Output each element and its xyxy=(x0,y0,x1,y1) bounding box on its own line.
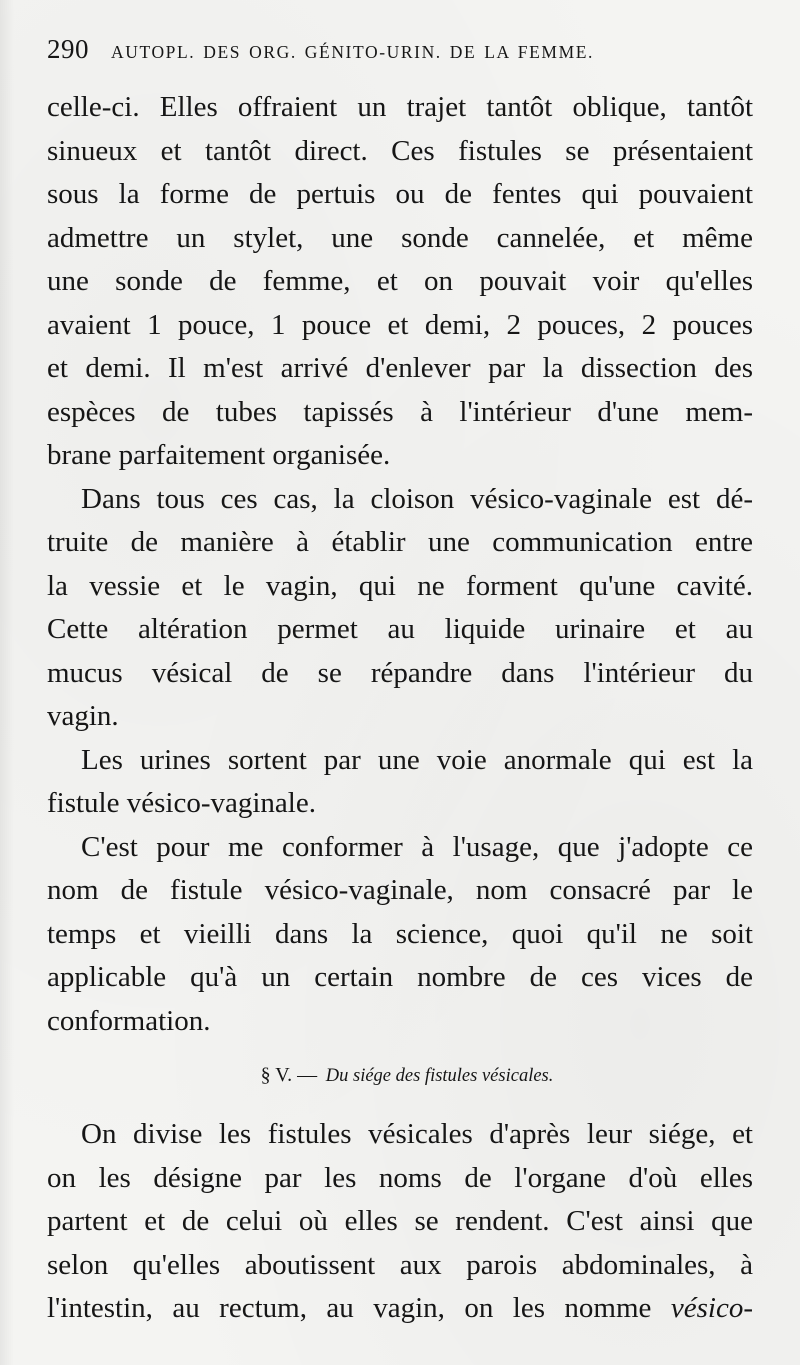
text-line: brane parfaitement organisée. xyxy=(47,439,391,471)
text-line: avaient 1 pouce, 1 pouce et demi, 2 pouces, 2 pouces xyxy=(47,308,753,341)
text-line: On divise les fistules vésicales d'après leur siége, et xyxy=(81,1118,753,1150)
text-line: admettre un stylet, une sonde cannelée, et même xyxy=(47,221,753,254)
text-line: mucus vésical de se répandre dans l'intérieur du xyxy=(47,656,753,689)
text-line: Cette altération permet au liquide urinaire et au xyxy=(47,613,753,645)
page-number: 290 xyxy=(47,34,89,64)
paragraph-5 xyxy=(47,1113,753,1331)
text-line: espèces de tubes tapissés à l'intérieur d'une mem- xyxy=(47,395,753,428)
section-heading xyxy=(47,1043,753,1113)
text-line: temps et vieilli dans la science, quoi qu'il ne soit xyxy=(47,917,753,950)
text-line: truite de manière à établir une communication entre xyxy=(47,526,753,558)
text-line: celle-ci. Elles offraient un trajet tantôt oblique, tantôt xyxy=(47,91,753,123)
paragraph-4 xyxy=(47,826,753,1044)
text-line: et demi. Il m'est arrivé d'enlever par la dissection des xyxy=(47,352,753,384)
text-line: nom de fistule vésico-vaginale, nom consacré par le xyxy=(47,874,753,906)
text-line-roman: l'intestin, au rectum, au vagin, on les nomme xyxy=(47,1292,652,1324)
text-line: fistule vésico-vaginale. xyxy=(47,787,316,819)
text-line: une sonde de femme, et on pouvait voir qu'elles xyxy=(47,265,753,297)
paragraph-1 xyxy=(47,86,753,478)
page-text xyxy=(47,86,753,1331)
text-line: selon qu'elles aboutissent aux parois abdominales, à xyxy=(47,1248,753,1281)
text-line: la vessie et le vagin, qui ne forment qu'une cavité. xyxy=(47,569,753,602)
text-line: on les désigne par les noms de l'organe d'où elles xyxy=(47,1161,753,1194)
running-header xyxy=(47,34,754,70)
paragraph-3 xyxy=(47,739,753,826)
section-title: Du siége des fistules vésicales. xyxy=(325,1066,554,1086)
paragraph-2 xyxy=(47,478,753,739)
text-line xyxy=(47,1287,753,1331)
text-line-italic: vésico- xyxy=(670,1292,753,1324)
text-line: Les urines sortent par une voie anormale qui est la xyxy=(81,743,753,776)
text-line: sous la forme de pertuis ou de fentes qui pouvaient xyxy=(47,178,753,210)
text-line: vagin. xyxy=(47,700,119,732)
text-line: applicable qu'à un certain nombre de ces vices de xyxy=(47,961,753,993)
section-number: § V. — xyxy=(260,1064,318,1086)
running-title: AUTOPL. DES ORG. GÉNITO-URIN. DE LA FEMME. xyxy=(111,42,594,62)
text-line: C'est pour me conformer à l'usage, que j'adopte ce xyxy=(81,830,753,863)
text-line: conformation. xyxy=(47,1004,211,1037)
text-line: Dans tous ces cas, la cloison vésico-vaginale est dé- xyxy=(81,482,753,515)
text-line: sinueux et tantôt direct. Ces fistules se présentaient xyxy=(47,134,753,167)
text-line: partent et de celui où elles se rendent. C'est ainsi que xyxy=(47,1205,753,1237)
